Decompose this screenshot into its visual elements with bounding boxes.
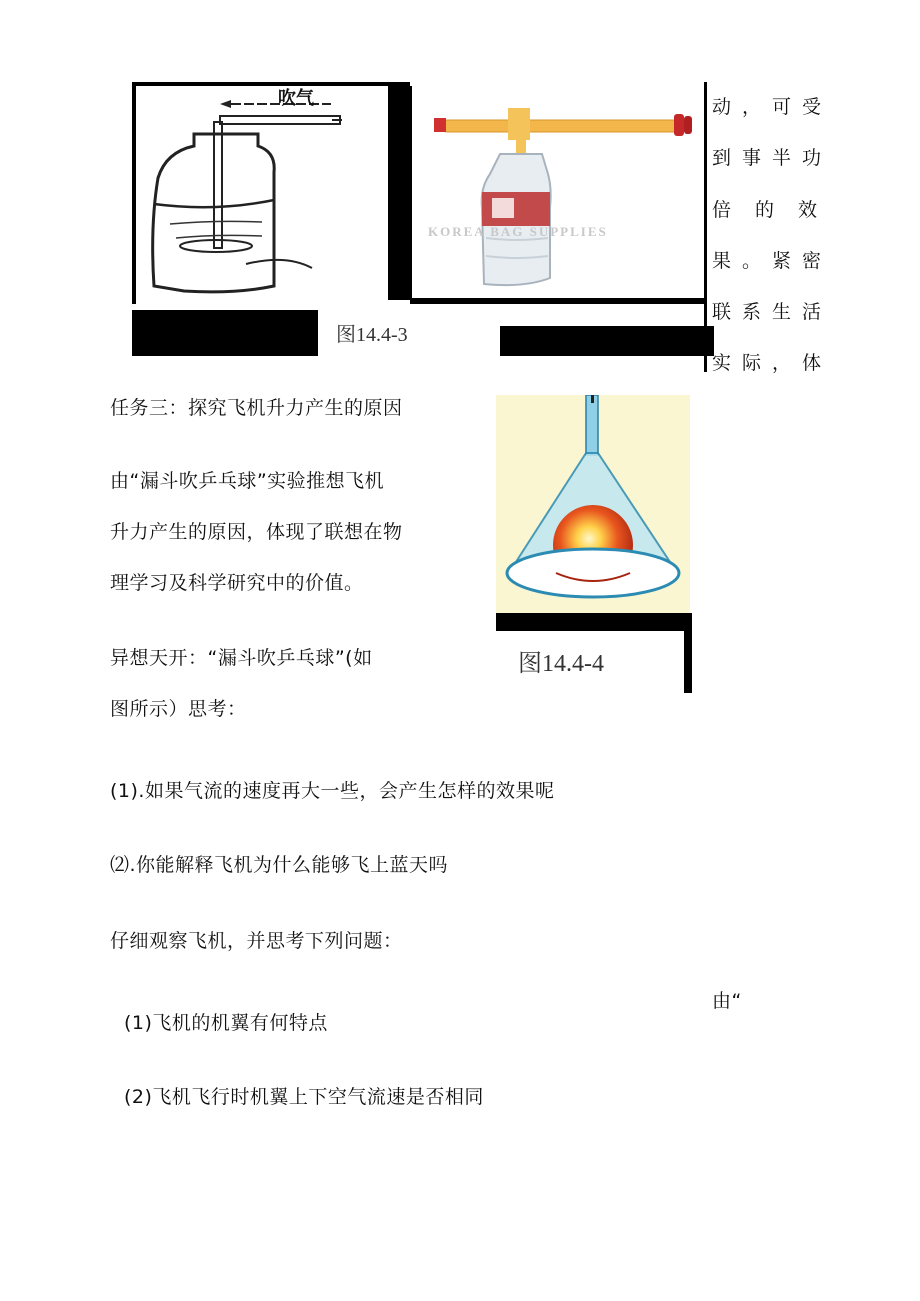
- task3-paragraph-line: 升力产生的原因，体现了联想在物: [110, 521, 403, 543]
- figure-caption-14-4-4: 图14.4-4: [518, 651, 604, 677]
- side-text-line: 实际，体: [712, 352, 833, 374]
- figure-frame-bar-bottom: [496, 613, 692, 631]
- side-text-line: 果。紧密: [712, 250, 833, 272]
- spray-bottle-image: [412, 88, 702, 298]
- side-text-line: 到事半功: [712, 147, 833, 169]
- figure-frame-bar-base-left: [132, 310, 318, 356]
- stray-text: 由“: [712, 990, 742, 1012]
- figure-14-4-3: [130, 82, 716, 358]
- bottle-watermark: KOREA BAG SUPPLIES: [428, 224, 608, 239]
- side-text-line: 联系生活: [712, 301, 833, 323]
- figure-caption-14-4-3: 图14.4-3: [336, 324, 408, 346]
- figure-frame-bar-right: [704, 82, 707, 372]
- question-2: ⑵.你能解释飞机为什么能够飞上蓝天吗: [110, 854, 449, 876]
- observe-prompt: 仔细观察飞机，并思考下列问题：: [110, 930, 403, 952]
- side-text-line: 倍的效: [712, 199, 842, 221]
- funnel-ball-image: [496, 395, 690, 613]
- idea-line: 图所示）思考：: [110, 698, 247, 720]
- figure-14-4-4: [496, 395, 696, 695]
- jar-sketch-label: 吹气: [278, 88, 314, 108]
- sub-question-2: (2)飞机飞行时机翼上下空气流速是否相同: [124, 1086, 484, 1108]
- task3-paragraph-line: 理学习及科学研究中的价值。: [110, 572, 364, 594]
- side-text-line: 动，可受: [712, 96, 833, 118]
- figure-frame-bar-right: [684, 613, 692, 693]
- question-1: (1).如果气流的速度再大一些，会产生怎样的效果呢: [110, 780, 555, 802]
- figure-frame-bar-mid: [388, 86, 412, 300]
- task3-paragraph-line: 由“漏斗吹乒乓球”实验推想飞机: [110, 470, 385, 492]
- figure-frame-bar-base-right: [500, 326, 714, 356]
- idea-line: 异想天开：“漏斗吹乒乓球”(如: [110, 647, 373, 669]
- task3-title: 任务三：探究飞机升力产生的原因: [110, 397, 403, 419]
- jar-sketch-image: [136, 86, 388, 300]
- figure-frame-bar-bottom: [410, 298, 706, 304]
- sub-question-1: (1)飞机的机翼有何特点: [124, 1012, 328, 1034]
